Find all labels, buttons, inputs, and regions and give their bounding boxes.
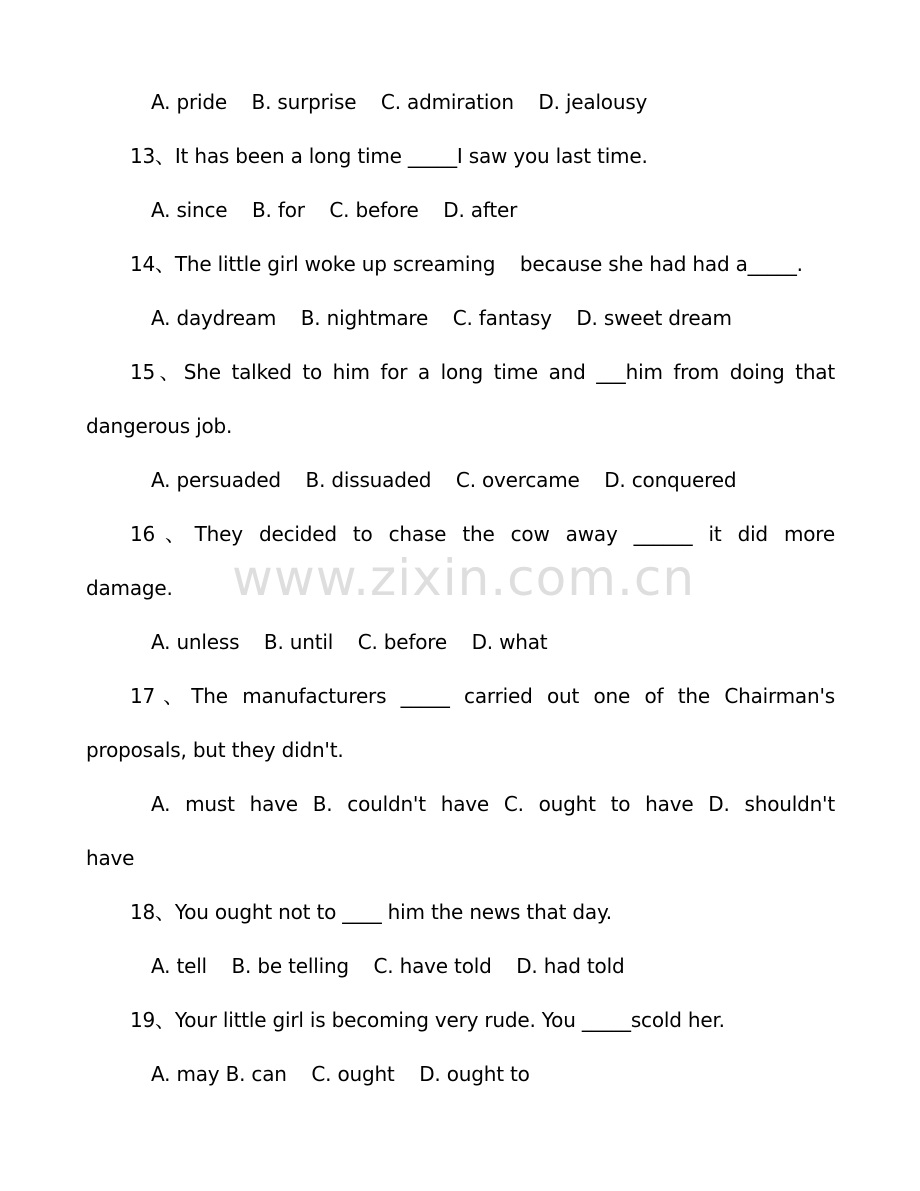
q18-options: A. tell B. be telling C. have told D. had told <box>151 954 625 978</box>
q14-options: A. daydream B. nightmare C. fantasy D. sweet dream <box>151 306 732 330</box>
q17-continuation: proposals, but they didn't. <box>86 738 344 762</box>
q16-stem: 16、They decided to chase the cow away ______ it did more <box>130 522 835 546</box>
q17-options: A. must have B. couldn't have C. ought to have D. shouldn't <box>151 792 835 816</box>
q13-stem: 13、It has been a long time _____I saw you last time. <box>130 144 648 168</box>
q17-stem: 17、The manufacturers _____ carried out one of the Chairman's <box>130 684 835 708</box>
q13-options: A. since B. for C. before D. after <box>151 198 518 222</box>
watermark: www.zixin.com.cn <box>232 549 696 607</box>
q19-stem: 19、Your little girl is becoming very rude. You _____scold her. <box>130 1008 725 1032</box>
q15-options: A. persuaded B. dissuaded C. overcame D. conquered <box>151 468 737 492</box>
q19-options: A. may B. can C. ought D. ought to <box>151 1062 530 1086</box>
q16-options: A. unless B. until C. before D. what <box>151 630 548 654</box>
q14-stem: 14、The little girl woke up screaming because she had had a_____. <box>130 252 803 276</box>
q15-continuation: dangerous job. <box>86 414 233 438</box>
q12-options: A. pride B. surprise C. admiration D. jealousy <box>151 90 648 114</box>
q16-continuation: damage. <box>86 576 173 600</box>
q17-options-continuation: have <box>86 846 135 870</box>
q15-stem: 15、She talked to him for a long time and ___him from doing that <box>130 360 835 384</box>
q18-stem: 18、You ought not to ____ him the news that day. <box>130 900 612 924</box>
